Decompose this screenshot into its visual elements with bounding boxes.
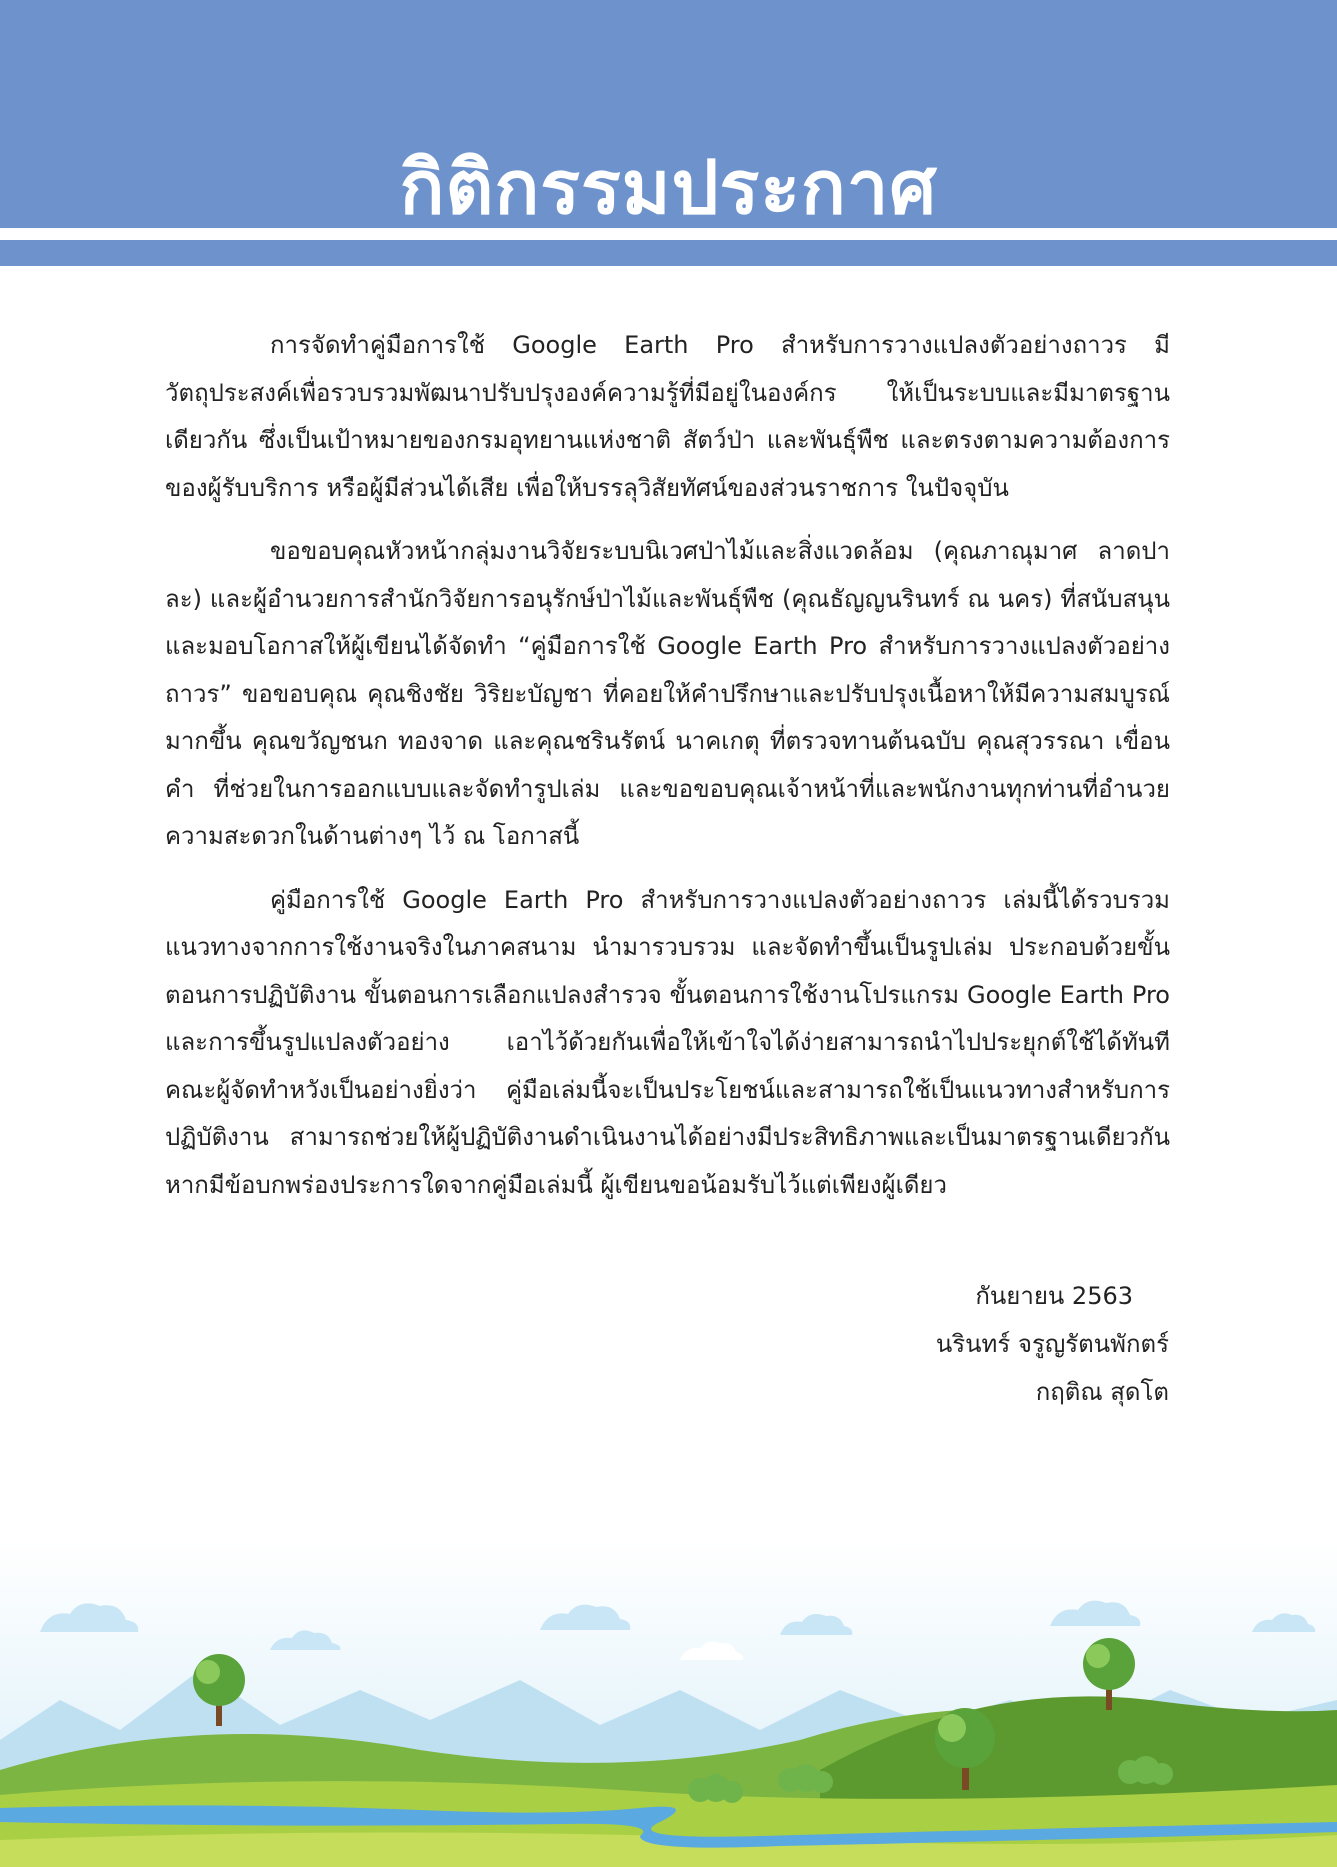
body-text [165, 322, 1170, 1225]
landscape-illustration [0, 1540, 1337, 1867]
signature-block [936, 1272, 1169, 1416]
signature-author-2: กฤติณ สุดโต [1035, 1378, 1169, 1406]
signature-author-1: นรินทร์ จรูญรัตนพักตร์ [935, 1330, 1169, 1358]
header-rule [0, 240, 1337, 266]
signature-date: กันยายน 2563 [975, 1282, 1133, 1310]
paragraph-summary: คู่มือการใช้ Google Earth Pro สำหรับการวางแปลงตัวอย่างถาวร เล่มนี้ได้รวบรวมแนวทางจากการใช้งานจริงในภาคสนาม นำมารวบรวม และจัดทำขึ้นเป็นรูปเล่ม ประกอบด้วยขั้นตอนการปฏิบัติงาน ขั้นตอนการเลือกแปลงสำรวจ ขั้นตอนการใช้งานโปรแกรม Google Earth Pro และการขึ้นรูปแปลงตัวอย่าง เอาไว้ด้วยกันเพื่อให้เข้าใจได้ง่ายสามารถนำไปประยุกต์ใช้ได้ทันทีคณะผู้จัดทำหวังเป็นอย่างยิ่งว่า คู่มือเล่มนี้จะเป็นประโยชน์และสามารถใช้เป็นแนวทางสำหรับการปฏิบัติงาน สามารถช่วยให้ผู้ปฏิบัติงานดำเนินงานได้อย่างมีประสิทธิภาพและเป็นมาตรฐานเดียวกัน หากมีข้อบกพร่องประการใดจากคู่มือเล่มนี้ ผู้เขียนขอน้อมรับไว้แต่เพียงผู้เดียว [165, 885, 1170, 1199]
paragraph-thanks: ขอขอบคุณหัวหน้ากลุ่มงานวิจัยระบบนิเวศป่าไม้และสิ่งแวดล้อม (คุณภาณุมาศ ลาดปาละ) และผู้อำนวยการสำนักวิจัยการอนุรักษ์ป่าไม้และพันธุ์พืช (คุณธัญญนรินทร์ ณ นคร) ที่สนับสนุนและมอบโอกาสให้ผู้เขียนได้จัดทำ “คู่มือการใช้ Google Earth Pro สำหรับการวางแปลงตัวอย่างถาวร” ขอขอบคุณ คุณชิงชัย วิริยะบัญชา ที่คอยให้คำปรึกษาและปรับปรุงเนื้อหาให้มีความสมบูรณ์มากขึ้น คุณขวัญชนก ทองจาด และคุณชรินรัตน์ นาคเกตุ ที่ตรวจทานต้นฉบับ คุณสุวรรณา เขื่อนคำ ที่ช่วยในการออกแบบและจัดทำรูปเล่ม และขอขอบคุณเจ้าหน้าที่และพนักงานทุกท่านที่อำนวยความสะดวกในด้านต่างๆ ไว้ ณ โอกาสนี้ [165, 537, 1170, 850]
paragraph-purpose: การจัดทำคู่มือการใช้ Google Earth Pro สำหรับการวางแปลงตัวอย่างถาวร มีวัตถุประสงค์เพื่อรวบรวมพัฒนาปรับปรุงองค์ความรู้ที่มีอยู่ในองค์กร ให้เป็นระบบและมีมาตรฐานเดียวกัน ซึ่งเป็นเป้าหมายของกรมอุทยานแห่งชาติ สัตว์ป่า และพันธุ์พืช และตรงตามความต้องการของผู้รับบริการ หรือผู้มีส่วนได้เสีย เพื่อให้บรรลุวิสัยทัศน์ของส่วนราชการ ในปัจจุบัน [165, 331, 1170, 502]
page-title: กิติกรรมประกาศ [399, 145, 938, 231]
